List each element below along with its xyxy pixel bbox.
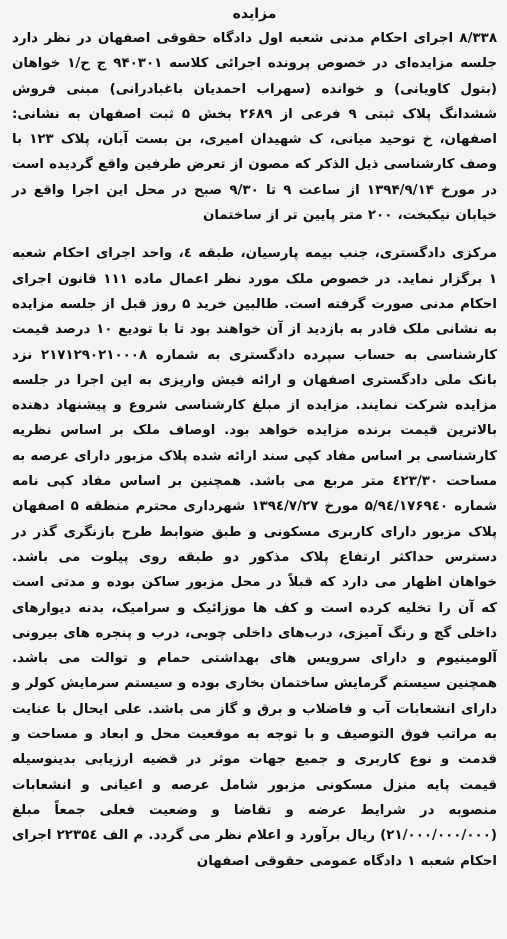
- notice-paragraph-1: ۸/۳۳۸ اجرای احکام مدنی شعبه اول دادگاه حقوقی اصفهان در نظر دارد جلسه مزایده‌ای در خصوص پرونده اجرائی کلاسه ۹۴۰۳۰۱ ج ح/۱ خواهان (بتول کاویانی) و خوانده (سهراب احمدیان باغبادرانی) مبنی فروش ششدانگ پلاک ثبتی ۹ فرعی از ۲۶۸۹ بخش ۵ ثبت اصفهان به نشانی: اصفهان، خ توحید میانی، ک شهیدان امیری، بن بست آبان، پلاک ۱۲۳ با وصف کارشناسی ذیل الذکر که مصون از تعرض طرفین واقع گردیده است در مورخ ۱۳۹۴/۹/۱۴ از ساعت ۹ تا ۹/۳۰ صبح در محل این اجرا واقع در خیابان نیکبخت، ۲۰۰ متر پایین تر از ساختمان: [12, 31, 498, 224]
- notice-title: مزایده: [232, 6, 277, 22]
- notice-paragraph-2: مرکزی دادگستری، جنب بیمه پارسیان، طبقه ٤، واحد اجرای احکام شعبه ۱ برگزار نماید. در خصوص ملک مورد نظر اعمال ماده ۱۱۱ قانون اجرای احکام مدنی صورت گرفته است. طالبین خرید ۵ روز قبل از جلسه مزایده به نشانی ملک قادر به بازدید از آن خواهند بود تا با تودیع ۱۰ درصد قیمت کارشناسی به حساب سپرده دادگستری به شماره ۲۱۷۱۲۹۰۲۱۰۰۰۸ نزد بانک ملی دادگستری اصفهان و ارائه فیش واریزی به این اجرا در جلسه مزایده شرکت نمایند. مزایده از مبلغ کارشناسی شروع و پیشنهاد دهنده بالاترین قیمت برنده مزایده خواهد بود. اوصاف ملک بر اساس نظریه کارشناسی بر اساس مفاد کپی سند ارائه شده پلاک مزبور دارای عرصه به مساحت ٤۲۳/۳۰ متر مربع می باشد. همچنین بر اساس مفاد کپی نامه شماره ۵/۹٤/۱۷۶۹٤۰ مورخ ۱۳۹٤/۷/۲۷ شهرداری محترم منطقه ۵ اصفهان پلاک مزبور دارای کاربری مسکونی و طبق ضوابط طرح بازنگری گذر در دسترس حداکثر ارتفاع پلاک مذکور دو طبقه روی پیلوت می باشد. خواهان اظهار می دارد که قبلاً در محل مزبور ساکن بوده و مدتی است که آن را تخلیه کرده است و کف ها موزائیک و سرامیک، بدنه دیوارهای داخلی گچ و رنگ آمیزی، درب‌های داخلی چوبی، درب و پنجره های بیرونی آلومینیوم و دارای سرویس های بهداشتی حمام و توالت می باشد. همچنین سیستم گرمایش ساختمان بخاری بوده و سیستم سرمایش کولر و دارای انشعابات آب و فاضلاب و برق و گاز می باشد. علی ایحال با عنایت به مراتب فوق التوصیف و با توجه به موقعیت محل و ابعاد و مساحت و قدمت و نوع کاربری و جمیع جهات موثر در قضیه ارزیابی بدینوسیله قیمت پایه منزل مسکونی مزبور شامل عرصه و اعیانی و انشعابات منصوبه در شرایط عرضه و تقاضا و وضعیت فعلی جمعاً مبلغ (۲۱/۰۰۰/۰۰۰/۰۰۰) ریال برآورد و اعلام نظر می گردد. م الف ۲۲۳۵٤ اجرای احکام شعبه ۱ دادگاه عمومی حقوقی اصفهان: [12, 246, 498, 869]
